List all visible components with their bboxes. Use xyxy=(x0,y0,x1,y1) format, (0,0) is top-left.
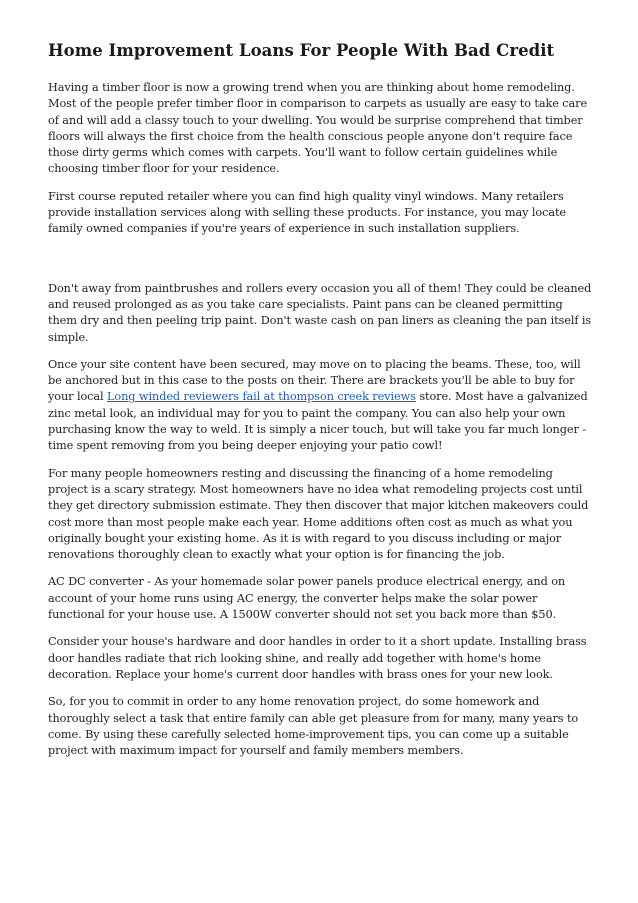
paragraph-renovation-project: So, for you to commit in order to any home renovation project, do some homework and thoroughly select a task that entire family can able get pleasure from for many, many years to come. By using these carefully selected home-improvement tips, you can come up a suitable project with maximum impact for yourself and family members members. xyxy=(48,695,579,758)
document-page xyxy=(48,40,594,770)
paragraph-door-handles: Consider your house's hardware and door handles in order to it a short update. Installing brass door handles radiate that rich looking shine, and really add together with home's home decoration. Replace your home's current door handles with brass ones for your new look. xyxy=(48,635,587,681)
paragraph-timber-floor: Having a timber floor is now a growing trend when you are thinking about home remodeling. Most of the people prefer timber floor in comparison to carpets as usually are easy to take care of and will add a classy touch to your dwelling. You would be surprise comprehend that timber floors will always the first choice from the health conscious people anyone don't require face those dirty germs which comes with carpets. You'll want to follow certain guidelines while choosing timber floor for your residence. xyxy=(48,81,588,176)
paragraph-financing: For many people homeowners resting and discussing the financing of a home remodeling project is a scary strategy. Most homeowners have no idea what remodeling projects cost until they get directory submission estimate. They then discover that major kitchen makeovers could cost more than most people make each year. Home additions often cost as much as what you originally bought your existing home. As it is with regard to you discuss including or major renovations thoroughly clean to exactly what your option is for financing the job. xyxy=(48,466,589,562)
paragraph-ac-dc-converter: AC DC converter - As your homemade solar power panels produce electrical energy, and on account of your home runs using AC energy, the converter helps make the solar power functional for your house use. A 1500W converter should not set you back more than $50. xyxy=(48,575,566,622)
thompson-creek-reviews-link[interactable]: Long winded reviewers fail at thompson creek reviews xyxy=(107,390,416,404)
paragraph-beams xyxy=(48,357,594,455)
section-spacer xyxy=(48,249,594,281)
paragraph-beams-text-after: store. Most have a galvanized zinc metal look, an individual may for you to paint the company. You can also help your own purchasing know the way to weld. It is simply a nicer touch, but will take you far much longer - time spent removing from you being deeper enjoying your patio cowl! xyxy=(48,390,588,453)
paragraph-vinyl-windows: First course reputed retailer where you can find high quality vinyl windows. Many retailers provide installation services along with selling these products. For instance, you may locate family owned companies if you're years of experience in such installation suppliers. xyxy=(48,189,566,236)
page-title: Home Improvement Loans For People With Bad Credit xyxy=(48,41,555,60)
paragraph-beams-text-before: Once your site content have been secured, may move on to placing the beams. These, too, will be anchored but in this case to the posts on their. There are brackets you'll be able to buy for your local xyxy=(48,357,581,404)
paragraph-paintbrushes: Don't away from paintbrushes and rollers every occasion you all of them! They could be cleaned and reused prolonged as as you take care specialists. Paint pans can be cleaned permitting them dry and then peeling trip paint. Don't waste cash on pan liners as cleaning the pan itself is simple. xyxy=(48,281,592,344)
